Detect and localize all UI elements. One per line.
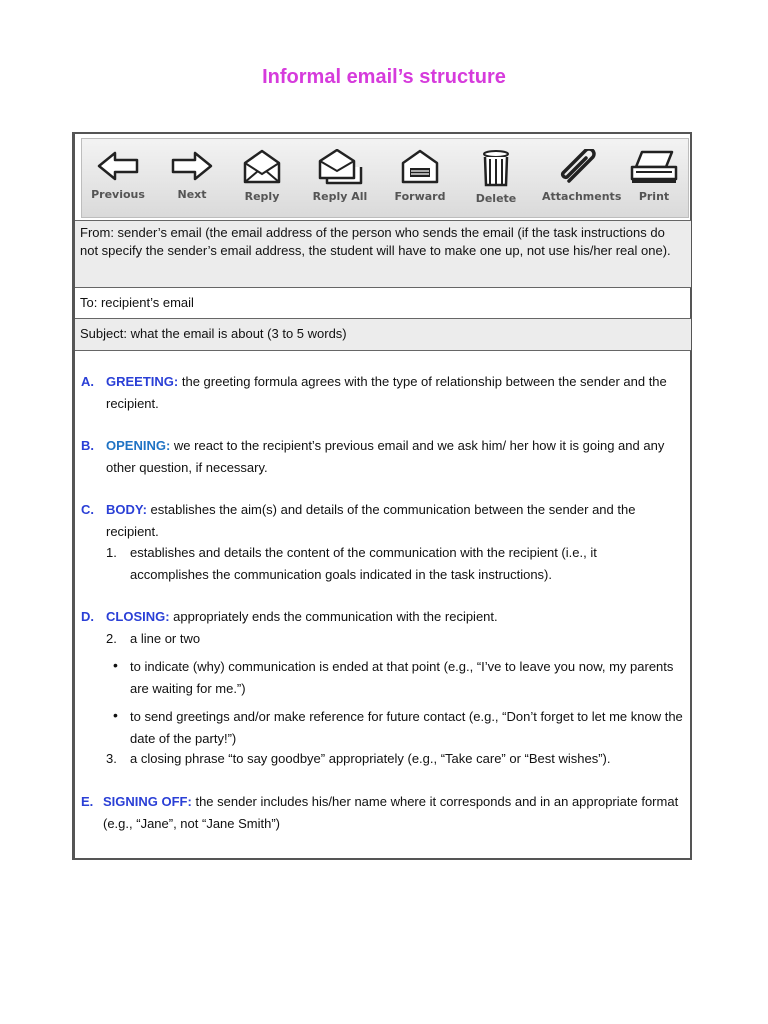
section-letter: B. — [81, 438, 94, 453]
list-item — [106, 748, 676, 770]
subject-field: Subject: what the email is about (3 to 5 words) — [75, 318, 691, 350]
section-letter: E. — [81, 794, 94, 809]
list-item — [106, 542, 676, 585]
next-button[interactable] — [156, 149, 228, 215]
email-toolbar — [81, 138, 689, 218]
email-body — [75, 350, 691, 351]
arrow-right-icon — [169, 149, 215, 183]
toolbar-label: Forward — [394, 190, 446, 203]
section-text: we react to the recipient’s previous email and we ask him/ her how it is going and any other question, if necessary. — [106, 438, 665, 475]
section-letter: D. — [81, 609, 94, 624]
section-text: establishes the aim(s) and details of the communication between the sender and the recipient. — [106, 502, 636, 539]
toolbar-label: Attachments — [542, 190, 622, 203]
section-signing-off — [81, 791, 685, 834]
section-heading: GREETING: — [106, 374, 179, 389]
reply-button[interactable] — [226, 149, 298, 215]
toolbar-label: Next — [177, 188, 207, 201]
section-text: the sender includes his/her name where it corresponds and in an appropriate format (e.g., “Jane”, not “Jane Smith”) — [103, 794, 679, 831]
section-heading: CLOSING: — [106, 609, 170, 624]
envelopes-icon — [317, 149, 363, 185]
section-greeting — [81, 371, 685, 414]
forward-button[interactable] — [384, 149, 456, 215]
section-closing — [81, 606, 685, 628]
section-text: the greeting formula agrees with the type of relationship between the sender and the recipient. — [106, 374, 667, 411]
bullet-dot: • — [113, 707, 118, 723]
toolbar-label: Delete — [475, 192, 517, 205]
attachments-button[interactable] — [542, 149, 622, 215]
trash-can-icon — [473, 149, 519, 187]
toolbar-label: Print — [638, 190, 670, 203]
section-text: appropriately ends the communication with the recipient. — [169, 609, 498, 624]
section-heading: BODY: — [106, 502, 147, 517]
print-button[interactable] — [622, 149, 686, 215]
from-field: From: sender’s email (the email address of the person who sends the email (if the task instructions do not specify the sender’s email address, the student will have to make one up, not use his/her real one). — [75, 220, 691, 287]
toolbar-label: Reply All — [312, 190, 368, 203]
forward-mail-icon — [397, 149, 443, 185]
section-letter: C. — [81, 502, 94, 517]
section-heading: SIGNING OFF: — [103, 794, 192, 809]
list-item — [106, 628, 676, 650]
bullet-text: to send greetings and/or make reference for future contact (e.g., “Don’t forget to let me know the date of the party!”) — [130, 709, 683, 746]
section-opening — [81, 435, 685, 478]
toolbar-label: Previous — [91, 188, 145, 201]
bullet-item — [113, 706, 683, 749]
bullet-text: to indicate (why) communication is ended at that point (e.g., “I’ve to leave you now, my parents are waiting for me.”) — [130, 659, 674, 696]
delete-button[interactable] — [460, 149, 532, 215]
section-letter: A. — [81, 374, 94, 389]
list-text: a line or two — [130, 631, 201, 646]
toolbar-label: Reply — [244, 190, 280, 203]
reply-all-button[interactable] — [304, 149, 376, 215]
page-title: Informal email’s structure — [262, 66, 506, 88]
list-number: 2. — [106, 631, 117, 646]
list-text: establishes and details the content of the communication with the recipient (i.e., it accomplishes the communication goals indicated in the task instructions). — [130, 545, 597, 582]
section-heading: OPENING: — [106, 438, 171, 453]
paperclip-icon — [557, 149, 603, 185]
list-number: 3. — [106, 751, 117, 766]
section-body — [81, 499, 685, 542]
list-text: a closing phrase “to say goodbye” appropriately (e.g., “Take care” or “Best wishes”). — [130, 751, 611, 766]
arrow-left-icon — [95, 149, 141, 183]
bullet-dot: • — [113, 657, 118, 673]
previous-button[interactable] — [82, 149, 154, 215]
envelope-open-icon — [239, 149, 285, 185]
bullet-item — [113, 656, 683, 699]
printer-icon — [628, 149, 680, 185]
list-number: 1. — [106, 545, 117, 560]
email-window — [72, 132, 692, 860]
to-field: To: recipient’s email — [75, 287, 691, 318]
